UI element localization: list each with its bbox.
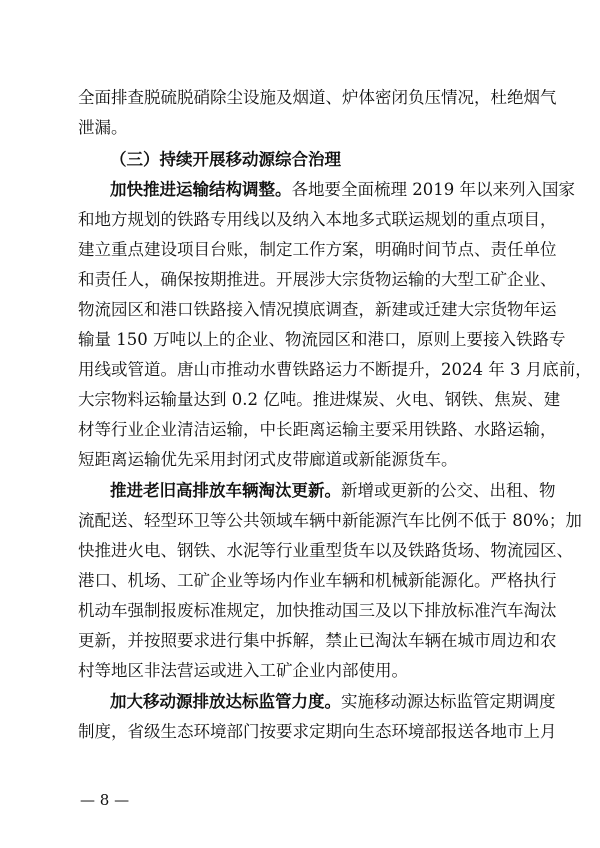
paragraph-lead: 推进老旧高排放车辆淘汰更新。: [110, 481, 341, 500]
body-line: 和责任人，确保按期推进。开展涉大宗货物运输的大型工矿企业、: [78, 270, 557, 289]
body-line: 更新，并按照要求进行集中拆解，禁止已淘汰车辆在城市周边和农: [78, 631, 557, 650]
body-line: 港口、机场、工矿企业等场内作业车辆和机械新能源化。严格执行: [78, 571, 557, 590]
body-line: 用线或管道。唐山市推动水曹铁路运力不断提升，2024 年 3 月底前，: [78, 360, 592, 379]
body-line: 短距离运输优先采用封闭式皮带廊道或新能源货车。: [78, 450, 458, 469]
paragraph-text: 新增或更新的公交、出租、物: [341, 481, 556, 500]
body-line: 建立重点建设项目台账，制定工作方案，明确时间节点、责任单位: [78, 240, 557, 259]
paragraph-text: 各地要全面梳理 2019 年以来列入国家: [291, 180, 575, 199]
body-line: 村等地区非法营运或进入工矿企业内部使用。: [78, 661, 408, 680]
body-line: 材等行业企业清洁运输，中长距离运输主要采用铁路、水路运输，: [78, 420, 557, 439]
paragraph-text: 实施移动源达标监管定期调度: [341, 692, 556, 711]
paragraph-lead: 加大移动源排放达标监管力度。: [110, 692, 341, 711]
paragraph-first-line: [110, 481, 556, 501]
body-line: 泄漏。: [78, 118, 128, 137]
section-heading: （三）持续开展移动源综合治理: [110, 150, 341, 169]
body-line: 大宗物料运输量达到 0.2 亿吨。推进煤炭、火电、钢铁、焦炭、建: [78, 390, 561, 409]
page-number: — 8 —: [80, 791, 130, 809]
body-line: 和地方规划的铁路专用线以及纳入本地多式联运规划的重点项目，: [78, 210, 557, 229]
paragraph-first-line: [110, 180, 575, 200]
body-line: 输量 150 万吨以上的企业、物流园区和港口，原则上要接入铁路专: [78, 330, 566, 349]
body-line: 物流园区和港口铁路接入情况摸底调查，新建或迁建大宗货物年运: [78, 300, 557, 319]
paragraph-lead: 加快推进运输结构调整。: [110, 180, 292, 199]
body-line: 快推进火电、钢铁、水泥等行业重型货车以及铁路货场、物流园区、: [78, 541, 573, 560]
paragraph-first-line: [110, 692, 556, 712]
body-line: 机动车强制报废标准规定，加快推动国三及以下排放标准汽车淘汰: [78, 601, 557, 620]
body-line: 制度，省级生态环境部门按要求定期向生态环境部报送各地市上月: [78, 722, 557, 741]
body-line: 流配送、轻型环卫等公共领域车辆中新能源汽车比例不低于 80%；加: [78, 511, 582, 530]
body-line: 全面排查脱硫脱硝除尘设施及烟道、炉体密闭负压情况，杜绝烟气: [78, 88, 557, 107]
